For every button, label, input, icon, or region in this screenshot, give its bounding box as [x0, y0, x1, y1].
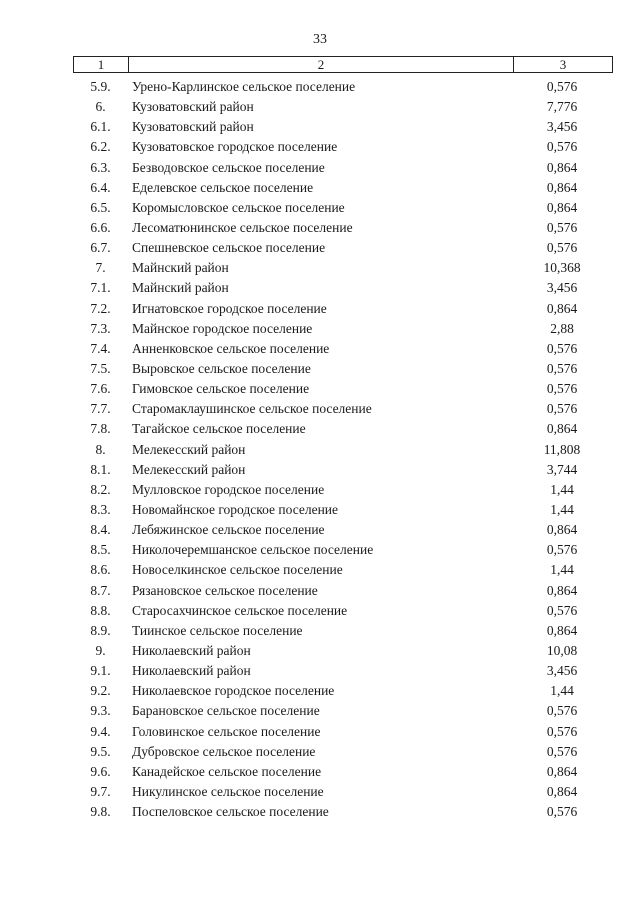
row-name: Мулловское городское поселение: [132, 481, 325, 497]
row-number: 9.4.: [90, 723, 111, 739]
row-name: Новомайнское городское поселение: [132, 502, 339, 518]
table-row: [73, 319, 613, 339]
row-value: 0,576: [546, 361, 578, 377]
row-name: Выровское сельское поселение: [132, 361, 311, 377]
table-row: [73, 701, 613, 721]
row-number: 6.5.: [90, 199, 111, 215]
row-number: 9.5.: [90, 743, 111, 759]
row-name: Николочеремшанское сельское поселение: [132, 542, 374, 558]
table-row: [73, 782, 613, 802]
row-name: Николаевский район: [132, 643, 251, 658]
row-value: 0,576: [546, 804, 578, 820]
row-number: 8.: [95, 441, 106, 457]
table-row: [73, 137, 613, 157]
row-name: Гимовское сельское поселение: [132, 381, 310, 397]
table-row: [73, 258, 613, 278]
row-value: 0,576: [546, 542, 578, 558]
table-row: [73, 540, 613, 560]
row-number: 7.: [95, 260, 106, 276]
row-value: 2,88: [550, 320, 574, 336]
row-number: 8.5.: [90, 542, 111, 558]
table-row: [73, 480, 613, 500]
row-number: 7.2.: [90, 300, 111, 316]
row-number: 8.8.: [90, 602, 111, 618]
row-number: 8.9.: [90, 622, 111, 638]
table-row: [73, 641, 613, 661]
table-header-col-3: 3: [559, 57, 567, 72]
table-row: [73, 661, 613, 681]
row-value: 0,576: [546, 139, 578, 155]
row-number: 8.4.: [90, 522, 111, 538]
row-number: 7.6.: [90, 381, 111, 397]
page-number: 33: [313, 32, 327, 47]
row-name: Кузоватовский район: [132, 119, 254, 135]
table-row: [73, 742, 613, 762]
row-value: 0,864: [546, 763, 578, 779]
row-number: 6.: [95, 99, 106, 115]
row-number: 9.1.: [90, 663, 111, 679]
row-number: 9.: [95, 643, 106, 658]
row-value: 0,576: [546, 602, 578, 618]
row-number: 9.7.: [90, 783, 111, 799]
table-row: [73, 460, 613, 480]
row-number: 9.8.: [90, 804, 111, 820]
row-value: 0,576: [546, 220, 578, 236]
row-value: 0,576: [546, 240, 578, 256]
row-value: 1,44: [550, 683, 574, 699]
row-name: Кузоватовский район: [132, 99, 254, 115]
row-name: Канадейское сельское поселение: [132, 763, 322, 779]
row-name: Майнский район: [132, 280, 229, 296]
table-row: [73, 97, 613, 117]
table-row: [73, 278, 613, 298]
row-value: 0,576: [546, 381, 578, 397]
table-row: [73, 440, 613, 460]
table-row: [73, 339, 613, 359]
table-row: [73, 802, 613, 822]
row-number: 6.4.: [90, 179, 111, 195]
table-row: [73, 359, 613, 379]
table-row: [73, 198, 613, 218]
row-name: Кузоватовское городское поселение: [132, 139, 338, 155]
row-name: Лебяжинское сельское поселение: [132, 522, 325, 538]
row-value: 0,576: [546, 703, 578, 719]
row-value: 7,776: [546, 99, 578, 115]
row-number: 7.8.: [90, 421, 111, 437]
row-number: 6.6.: [90, 220, 111, 236]
row-value: 10,08: [546, 643, 578, 658]
row-name: Урено-Карлинское сельское поселение: [132, 79, 356, 95]
row-value: 0,576: [546, 401, 578, 417]
row-value: 11,808: [543, 441, 581, 457]
row-value: 3,456: [546, 280, 578, 296]
row-value: 0,864: [546, 622, 578, 638]
row-value: 0,864: [546, 199, 578, 215]
row-value: 1,44: [550, 481, 574, 497]
row-name: Старомаклаушинское сельское поселение: [132, 401, 372, 417]
row-name: Рязановское сельское поселение: [132, 582, 318, 598]
row-number: 6.3.: [90, 159, 111, 175]
table-row: [73, 520, 613, 540]
table-row: [73, 419, 613, 439]
row-name: Мелекесский район: [132, 441, 246, 457]
row-value: 1,44: [550, 502, 574, 518]
row-value: 0,864: [546, 783, 578, 799]
row-value: 0,576: [546, 79, 578, 95]
row-name: Тиинское сельское поселение: [132, 622, 303, 638]
row-number: 8.3.: [90, 502, 111, 518]
row-value: 0,576: [546, 723, 578, 739]
row-number: 8.6.: [90, 562, 111, 578]
table-row: [73, 722, 613, 742]
table-row: [73, 621, 613, 641]
table-row: [73, 158, 613, 178]
table-row: [73, 178, 613, 198]
row-number: 5.9.: [90, 79, 111, 95]
row-name: Анненковское сельское поселение: [132, 340, 330, 356]
row-name: Мелекесский район: [132, 461, 246, 477]
table-row: [73, 399, 613, 419]
row-name: Дубровское сельское поселение: [132, 743, 316, 759]
row-name: Новоселкинское сельское поселение: [132, 562, 343, 578]
row-number: 8.7.: [90, 582, 111, 598]
row-name: Безводовское сельское поселение: [132, 159, 325, 175]
table-row: [73, 581, 613, 601]
row-name: Майнский район: [132, 260, 229, 276]
row-name: Николаевское городское поселение: [132, 683, 335, 699]
row-number: 7.4.: [90, 340, 111, 356]
table-row: [73, 218, 613, 238]
table-row: [73, 299, 613, 319]
row-number: 9.6.: [90, 763, 111, 779]
row-name: Николаевский район: [132, 663, 251, 679]
row-name: Лесоматюнинское сельское поселение: [132, 220, 353, 236]
table-row: [73, 379, 613, 399]
row-name: Игнатовское городское поселение: [132, 300, 327, 316]
row-value: 0,576: [546, 743, 578, 759]
row-name: Коромысловское сельское поселение: [132, 199, 345, 215]
row-name: Поспеловское сельское поселение: [132, 804, 329, 820]
row-number: 7.7.: [90, 401, 111, 417]
row-value: 10,368: [543, 260, 581, 276]
table-header-col-1: 1: [74, 57, 129, 72]
row-number: 6.1.: [90, 119, 111, 135]
row-number: 7.5.: [90, 361, 111, 377]
table-header-col-2: 2: [129, 57, 514, 72]
table-row: [73, 560, 613, 580]
row-number: 6.7.: [90, 240, 111, 256]
row-value: 3,456: [546, 663, 578, 679]
table-row: [73, 500, 613, 520]
row-number: 9.2.: [90, 683, 111, 699]
table-body: [73, 77, 613, 822]
row-name: Майнское городское поселение: [132, 320, 313, 336]
row-name: Старосахчинское сельское поселение: [132, 602, 348, 618]
row-value: 0,864: [546, 582, 578, 598]
row-number: 8.1.: [90, 461, 111, 477]
table-header-row: [73, 56, 613, 73]
row-value: 0,864: [546, 522, 578, 538]
row-number: 7.3.: [90, 320, 111, 336]
row-number: 6.2.: [90, 139, 111, 155]
row-value: 0,864: [546, 179, 578, 195]
table-row: [73, 681, 613, 701]
row-number: 7.1.: [90, 280, 111, 296]
row-value: 0,576: [546, 340, 578, 356]
row-value: 0,864: [546, 300, 578, 316]
row-value: 0,864: [546, 159, 578, 175]
row-value: 0,864: [546, 421, 578, 437]
row-value: 3,456: [546, 119, 578, 135]
row-name: Барановское сельское поселение: [132, 703, 320, 719]
row-name: Спешневское сельское поселение: [132, 240, 326, 256]
table-row: [73, 762, 613, 782]
table-row: [73, 601, 613, 621]
row-name: Тагайское сельское поселение: [132, 421, 306, 437]
row-value: 3,744: [546, 461, 578, 477]
row-name: Еделевское сельское поселение: [132, 179, 314, 195]
row-name: Никулинское сельское поселение: [132, 783, 324, 799]
row-number: 8.2.: [90, 481, 111, 497]
table-row: [73, 77, 613, 97]
row-value: 1,44: [550, 562, 574, 578]
row-number: 9.3.: [90, 703, 111, 719]
row-name: Головинское сельское поселение: [132, 723, 321, 739]
table-row: [73, 238, 613, 258]
table-row: [73, 117, 613, 137]
